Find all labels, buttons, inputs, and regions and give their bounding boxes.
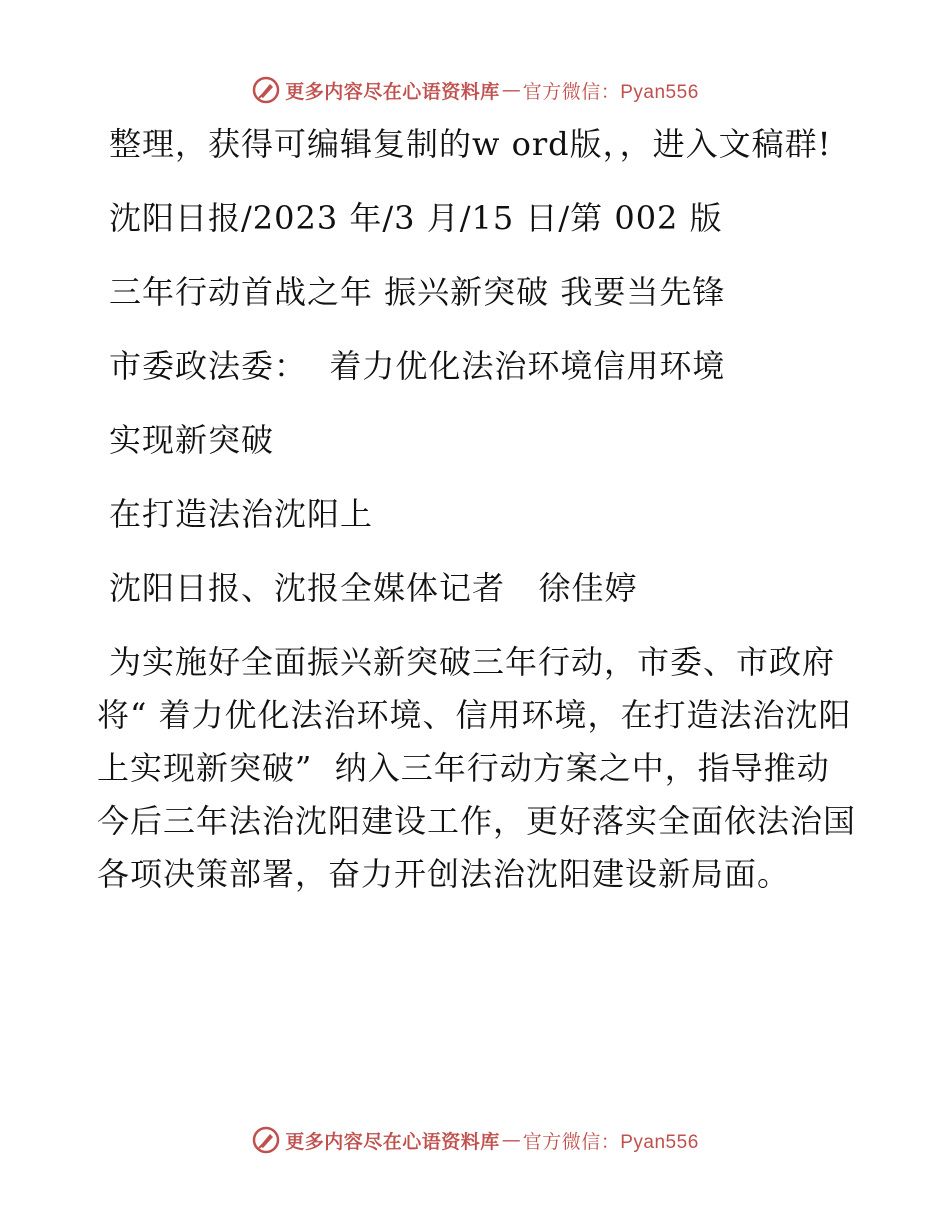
banner-account: 官方微信：Pyan556 (522, 81, 699, 103)
paragraph-headline-kicker: 三年行动首战之年 振兴新突破 我要当先锋 (109, 273, 726, 311)
banner-text: 更多内容尽在心语资料库 (285, 1130, 500, 1153)
banner-account: 官方微信：Pyan556 (522, 1131, 699, 1153)
paragraph-headline-sub: 在打造法治沈阳上 (109, 495, 374, 533)
header-watermark-banner (0, 70, 950, 110)
banner-separator: — (501, 1129, 521, 1151)
banner-text: 更多内容尽在心语资料库 (285, 80, 500, 103)
paragraph-byline: 沈阳日报、沈报全媒体记者 徐佳婷 (109, 569, 638, 607)
pen-nib-seal-icon (251, 1125, 281, 1155)
footer-watermark-banner (0, 1120, 950, 1160)
pen-nib-seal-icon (251, 75, 281, 105)
paragraph-headline-main: 市委政法委： 着力优化法治环境信用环境 (109, 347, 726, 385)
paragraph-source-line: 沈阳日报/2023 年/3 月/15 日/第 002 版 (109, 199, 723, 237)
paragraph-body: 为实施好全面振兴新突破三年行动，市委、市政府将“ 着力优化法治环境、信用环境，在打造法治沈阳上实现新突破” 纳入三年行动方案之中，指导推动今后三年法治沈阳建设工作，更好落实全面依法治国各项决策部署，奋力开创法治沈阳建设新局面。 (97, 643, 857, 893)
banner-separator: — (501, 79, 521, 101)
document-body (97, 118, 857, 922)
paragraph-intro: 整理，获得可编辑复制的w ord版，，进入文稿群! (109, 125, 832, 163)
paragraph-headline-continued: 实现新突破 (109, 421, 275, 459)
